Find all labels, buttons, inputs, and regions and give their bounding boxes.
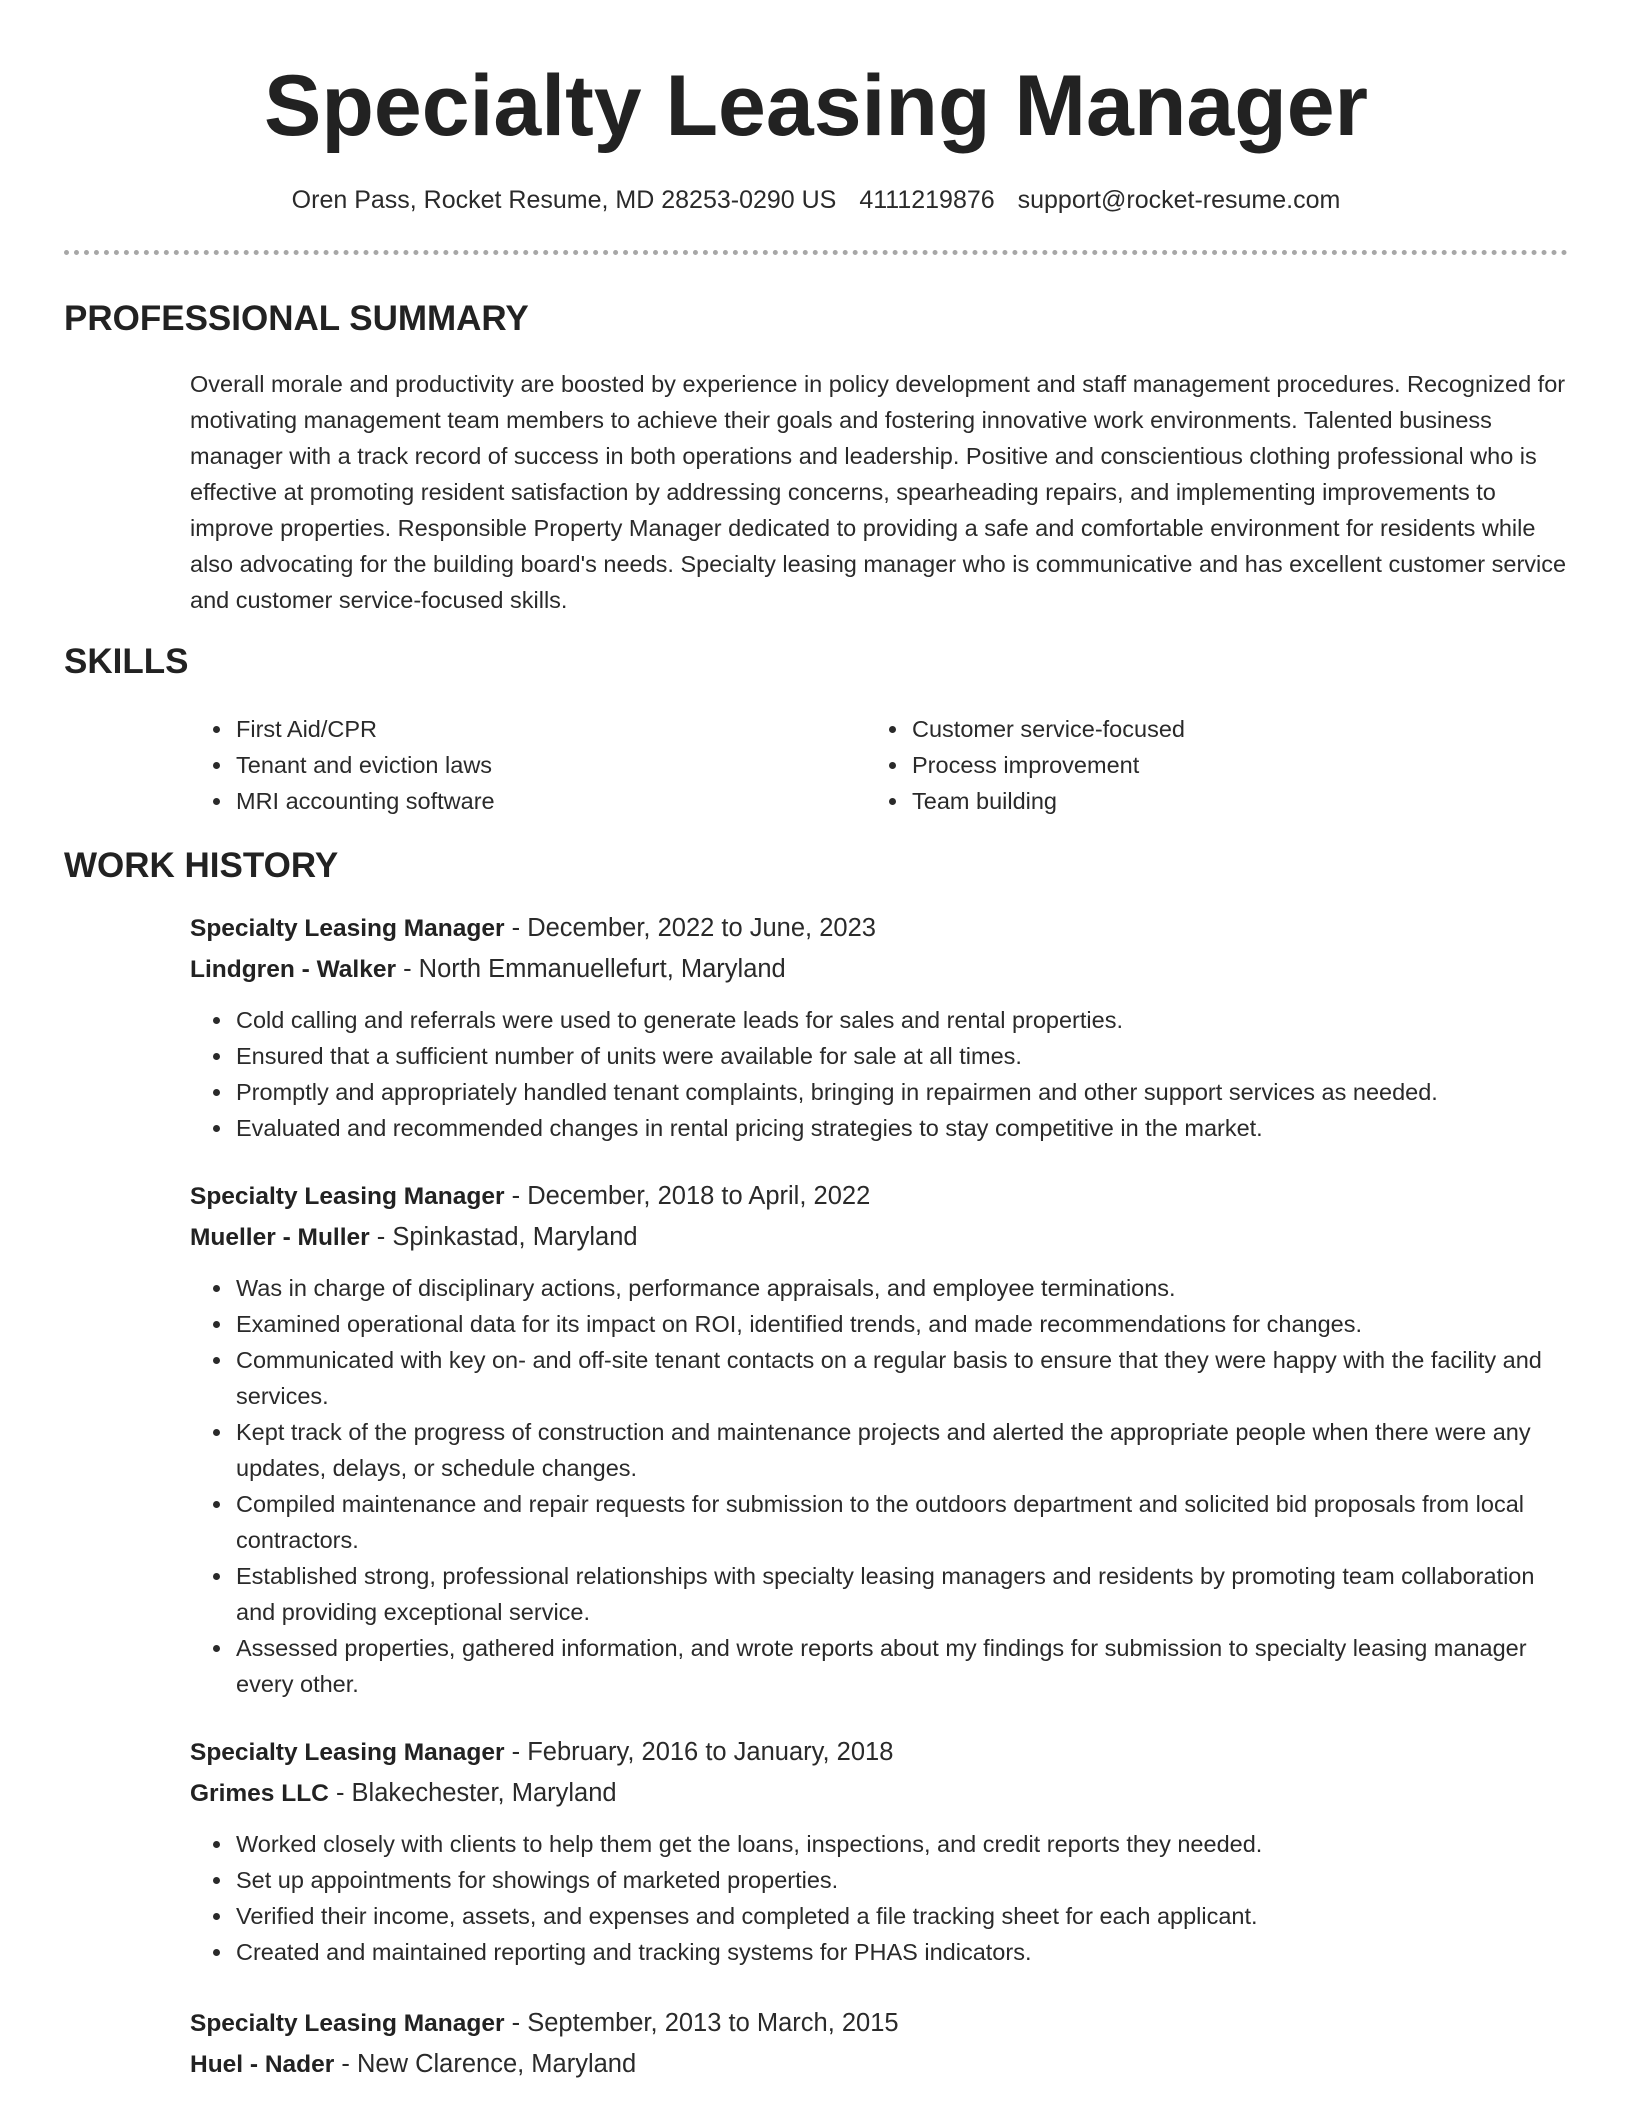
skills-list-right [866, 711, 1530, 819]
contact-phone: 4111219876 [859, 186, 995, 214]
job-bullet: • Compiled maintenance and repair requests for submission to the outdoors department and solicited bid proposals from local contractors. [234, 1486, 1570, 1558]
job-entry [190, 1732, 1570, 1970]
job-company-line [190, 1217, 1570, 1258]
contact-line [0, 183, 1632, 217]
job-bullet: • Created and maintained reporting and tracking systems for PHAS indicators. [234, 1934, 1570, 1970]
job-bullet: • Assessed properties, gathered information, and wrote reports about my findings for submission to specialty leasing manager every other. [234, 1630, 1570, 1702]
job-bullet: • Cold calling and referrals were used to generate leads for sales and rental properties. [234, 1002, 1570, 1038]
job-bullet: • Worked closely with clients to help them get the loans, inspections, and credit reports they needed. [234, 1826, 1570, 1862]
job-dates: - September, 2013 to March, 2015 [504, 2009, 899, 2037]
skill-item: • Customer service-focused [910, 711, 1530, 747]
skills-heading: SKILLS [64, 642, 189, 681]
resume-title: Specialty Leasing Manager [263, 58, 1369, 154]
job-entry [190, 1176, 1570, 1702]
job-bullet: • Verified their income, assets, and expenses and completed a file tracking sheet for each applicant. [234, 1898, 1570, 1934]
job-role: Specialty Leasing Manager [190, 915, 505, 942]
contact-email: support@rocket-resume.com [1017, 186, 1341, 214]
job-bullet: • Established strong, professional relationships with specialty leasing managers and residents by promoting team collaboration and providing exceptional service. [234, 1558, 1570, 1630]
summary-heading: PROFESSIONAL SUMMARY [64, 299, 529, 338]
summary-text: Overall morale and productivity are boosted by experience in policy development and staff management procedures. Recognized for motivating management team members to achieve their goals and fostering innovative work environments. Talented business manager with a track record of success in both operations and leadership. Positive and conscientious clothing professional who is effective at promoting resident satisfaction by addressing concerns, spearheading repairs, and implementing improvements to improve properties. Responsible Property Manager dedicated to providing a safe and comfortable environment for residents while also advocating for the building board's needs. Specialty leasing manager who is communicative and has excellent customer service and customer service-focused skills. [190, 371, 1567, 613]
job-role-line [190, 1732, 1570, 1773]
job-role: Specialty Leasing Manager [190, 1739, 505, 1766]
job-location: - Blakechester, Maryland [328, 1779, 617, 1807]
job-entry [190, 2003, 1570, 2085]
job-bullet: • Examined operational data for its impact on ROI, identified trends, and made recommendations for changes. [234, 1306, 1570, 1342]
job-location: - Spinkastad, Maryland [369, 1223, 638, 1251]
job-company: Lindgren - Walker [190, 956, 397, 983]
job-company: Huel - Nader [190, 2051, 335, 2078]
job-bullets [190, 1002, 1570, 1146]
skill-item: • MRI accounting software [234, 783, 854, 819]
job-location: - North Emmanuellefurt, Maryland [396, 955, 786, 983]
contact-address: Oren Pass, Rocket Resume, MD 28253-0290 US [291, 186, 837, 214]
job-bullet: • Evaluated and recommended changes in rental pricing strategies to stay competitive in the market. [234, 1110, 1570, 1146]
job-bullet: • Kept track of the progress of construction and maintenance projects and alerted the appropriate people when there were any updates, delays, or schedule changes. [234, 1414, 1570, 1486]
skill-item: • Process improvement [910, 747, 1530, 783]
job-bullet: • Communicated with key on- and off-site tenant contacts on a regular basis to ensure that they were happy with the facility and services. [234, 1342, 1570, 1414]
job-location: - New Clarence, Maryland [334, 2050, 637, 2078]
job-bullets [190, 1826, 1570, 1970]
work-history-heading: WORK HISTORY [64, 846, 339, 885]
job-company-line [190, 1773, 1570, 1814]
job-role-line [190, 1176, 1570, 1217]
job-role: Specialty Leasing Manager [190, 2010, 505, 2037]
job-dates: - February, 2016 to January, 2018 [504, 1738, 894, 1766]
job-bullet: • Was in charge of disciplinary actions, performance appraisals, and employee terminations. [234, 1270, 1570, 1306]
header-divider [64, 250, 1568, 255]
job-dates: - December, 2022 to June, 2023 [504, 914, 876, 942]
job-bullet: • Ensured that a sufficient number of units were available for sale at all times. [234, 1038, 1570, 1074]
job-bullet: • Set up appointments for showings of marketed properties. [234, 1862, 1570, 1898]
job-dates: - December, 2018 to April, 2022 [504, 1182, 871, 1210]
job-bullets [190, 1270, 1570, 1702]
job-company-line [190, 949, 1570, 990]
job-company: Grimes LLC [190, 1780, 329, 1807]
skills-list-left [190, 711, 854, 819]
job-company: Mueller - Muller [190, 1224, 370, 1251]
skill-item: • Team building [910, 783, 1530, 819]
job-company-line [190, 2044, 1570, 2085]
skill-item: • Tenant and eviction laws [234, 747, 854, 783]
job-bullet: • Promptly and appropriately handled tenant complaints, bringing in repairmen and other support services as needed. [234, 1074, 1570, 1110]
skill-item: • First Aid/CPR [234, 711, 854, 747]
job-entry [190, 908, 1570, 1146]
job-role: Specialty Leasing Manager [190, 1183, 505, 1210]
job-role-line [190, 908, 1570, 949]
job-role-line [190, 2003, 1570, 2044]
